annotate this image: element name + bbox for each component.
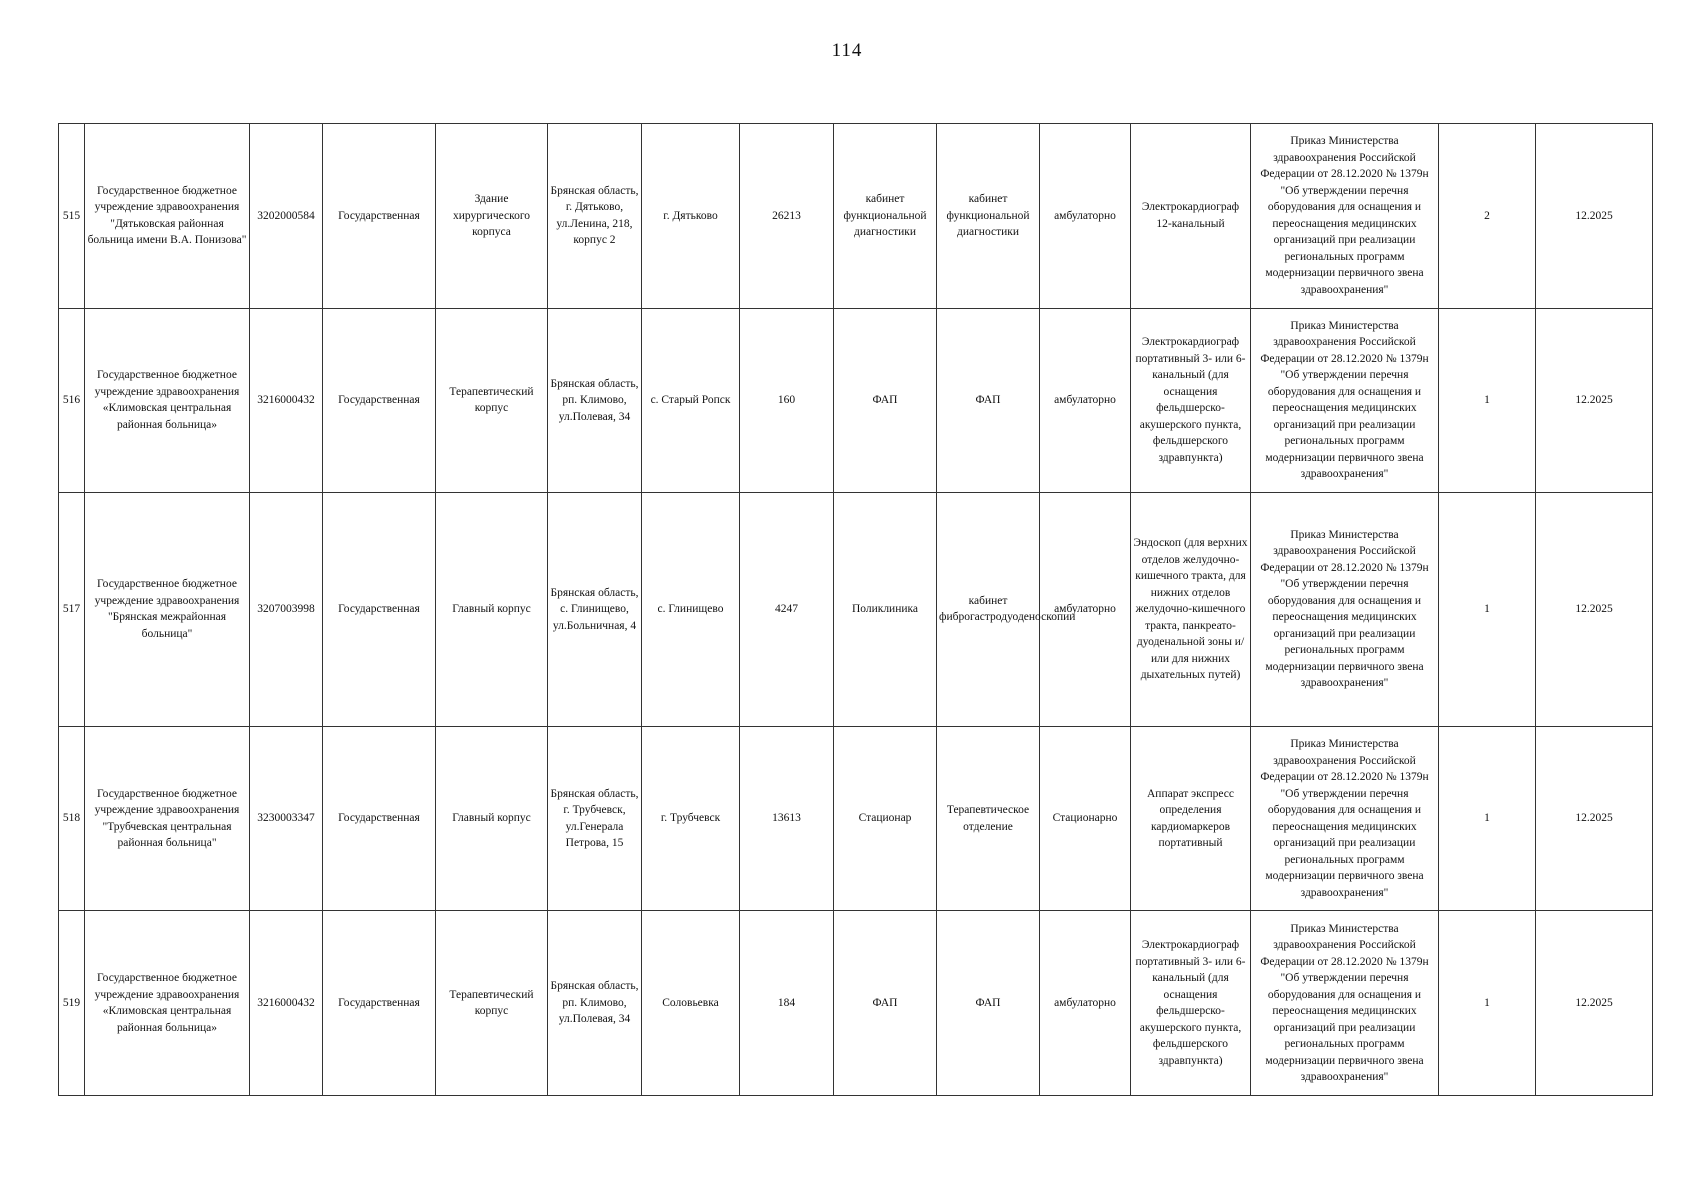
table-row (59, 124, 1653, 309)
subunit: ФАП (937, 308, 1040, 493)
subunit: ФАП (937, 911, 1040, 1096)
inn: 3207003998 (250, 493, 323, 727)
population: 13613 (740, 726, 834, 911)
organization-name: Государственное бюджетное учреждение здравоохранения "Трубчевская центральная районная больница" (85, 726, 250, 911)
building: Терапевтический корпус (436, 308, 548, 493)
equipment: Электрокардиограф портативный 3- или 6-канальный (для оснащения фельдшерско-акушерского пункта, фельдшерского здравпункта) (1131, 911, 1251, 1096)
quantity: 2 (1439, 124, 1536, 309)
equipment: Электрокардиограф 12-канальный (1131, 124, 1251, 309)
table-row (59, 493, 1653, 727)
quantity: 1 (1439, 308, 1536, 493)
row-number: 516 (59, 308, 85, 493)
building: Здание хирургического корпуса (436, 124, 548, 309)
population: 26213 (740, 124, 834, 309)
inn: 3202000584 (250, 124, 323, 309)
locality: г. Трубчевск (642, 726, 740, 911)
table-row (59, 726, 1653, 911)
legal-basis: Приказ Министерства здравоохранения Российской Федерации от 28.12.2020 № 1379н "Об утверждении перечня оборудования для оснащения и переоснащения медицинских организаций при реализации региональных программ модернизации первичного звена здравоохранения" (1251, 911, 1439, 1096)
organization-name: Государственное бюджетное учреждение здравоохранения «Климовская центральная районная больница» (85, 911, 250, 1096)
care-type: амбулаторно (1040, 124, 1131, 309)
building: Терапевтический корпус (436, 911, 548, 1096)
equipment: Эндоскоп (для верхних отделов желудочно-кишечного тракта, для нижних отделов желудочно-кишечного тракта, панкреато-дуоденальной зоны и/или для нижних дыхательных путей) (1131, 493, 1251, 727)
row-number: 517 (59, 493, 85, 727)
ownership-form: Государственная (323, 726, 436, 911)
row-number: 518 (59, 726, 85, 911)
equipment: Аппарат экспресс определения кардиомаркеров портативный (1131, 726, 1251, 911)
equipment-register-table (58, 123, 1653, 1096)
row-number: 515 (59, 124, 85, 309)
inn: 3230003347 (250, 726, 323, 911)
inn: 3216000432 (250, 911, 323, 1096)
care-type: Стационарно (1040, 726, 1131, 911)
address: Брянская область, с. Глинищево, ул.Больничная, 4 (548, 493, 642, 727)
building: Главный корпус (436, 493, 548, 727)
subunit: кабинет фиброгастродуоденоскопии (937, 493, 1040, 727)
population: 184 (740, 911, 834, 1096)
locality: Соловьевка (642, 911, 740, 1096)
unit: ФАП (834, 911, 937, 1096)
row-number: 519 (59, 911, 85, 1096)
unit: Стационар (834, 726, 937, 911)
unit: ФАП (834, 308, 937, 493)
organization-name: Государственное бюджетное учреждение здравоохранения «Климовская центральная районная больница» (85, 308, 250, 493)
ownership-form: Государственная (323, 493, 436, 727)
ownership-form: Государственная (323, 911, 436, 1096)
legal-basis: Приказ Министерства здравоохранения Российской Федерации от 28.12.2020 № 1379н "Об утверждении перечня оборудования для оснащения и переоснащения медицинских организаций при реализации региональных программ модернизации первичного звена здравоохранения" (1251, 726, 1439, 911)
page-number: 114 (831, 40, 863, 61)
legal-basis: Приказ Министерства здравоохранения Российской Федерации от 28.12.2020 № 1379н "Об утверждении перечня оборудования для оснащения и переоснащения медицинских организаций при реализации региональных программ модернизации первичного звена здравоохранения" (1251, 493, 1439, 727)
address: Брянская область, рп. Климово, ул.Полевая, 34 (548, 911, 642, 1096)
deadline-date: 12.2025 (1536, 124, 1653, 309)
organization-name: Государственное бюджетное учреждение здравоохранения "Брянская межрайонная больница" (85, 493, 250, 727)
deadline-date: 12.2025 (1536, 493, 1653, 727)
ownership-form: Государственная (323, 308, 436, 493)
quantity: 1 (1439, 726, 1536, 911)
deadline-date: 12.2025 (1536, 726, 1653, 911)
care-type: амбулаторно (1040, 911, 1131, 1096)
ownership-form: Государственная (323, 124, 436, 309)
population: 160 (740, 308, 834, 493)
table-row (59, 911, 1653, 1096)
legal-basis: Приказ Министерства здравоохранения Российской Федерации от 28.12.2020 № 1379н "Об утверждении перечня оборудования для оснащения и переоснащения медицинских организаций при реализации региональных программ модернизации первичного звена здравоохранения" (1251, 308, 1439, 493)
address: Брянская область, г. Трубчевск, ул.Генерала Петрова, 15 (548, 726, 642, 911)
deadline-date: 12.2025 (1536, 308, 1653, 493)
unit: Поликлиника (834, 493, 937, 727)
population: 4247 (740, 493, 834, 727)
inn: 3216000432 (250, 308, 323, 493)
building: Главный корпус (436, 726, 548, 911)
care-type: амбулаторно (1040, 493, 1131, 727)
organization-name: Государственное бюджетное учреждение здравоохранения "Дятьковская районная больница имени В.А. Понизова" (85, 124, 250, 309)
address: Брянская область, г. Дятьково, ул.Ленина, 218, корпус 2 (548, 124, 642, 309)
locality: с. Старый Ропск (642, 308, 740, 493)
equipment: Электрокардиограф портативный 3- или 6-канальный (для оснащения фельдшерско-акушерского пункта, фельдшерского здравпункта) (1131, 308, 1251, 493)
locality: с. Глинищево (642, 493, 740, 727)
address: Брянская область, рп. Климово, ул.Полевая, 34 (548, 308, 642, 493)
unit: кабинет функциональной диагностики (834, 124, 937, 309)
quantity: 1 (1439, 911, 1536, 1096)
deadline-date: 12.2025 (1536, 911, 1653, 1096)
quantity: 1 (1439, 493, 1536, 727)
care-type: амбулаторно (1040, 308, 1131, 493)
locality: г. Дятьково (642, 124, 740, 309)
subunit: Терапевтическое отделение (937, 726, 1040, 911)
subunit: кабинет функциональной диагностики (937, 124, 1040, 309)
table-row (59, 308, 1653, 493)
legal-basis: Приказ Министерства здравоохранения Российской Федерации от 28.12.2020 № 1379н "Об утверждении перечня оборудования для оснащения и переоснащения медицинских организаций при реализации региональных программ модернизации первичного звена здравоохранения" (1251, 124, 1439, 309)
